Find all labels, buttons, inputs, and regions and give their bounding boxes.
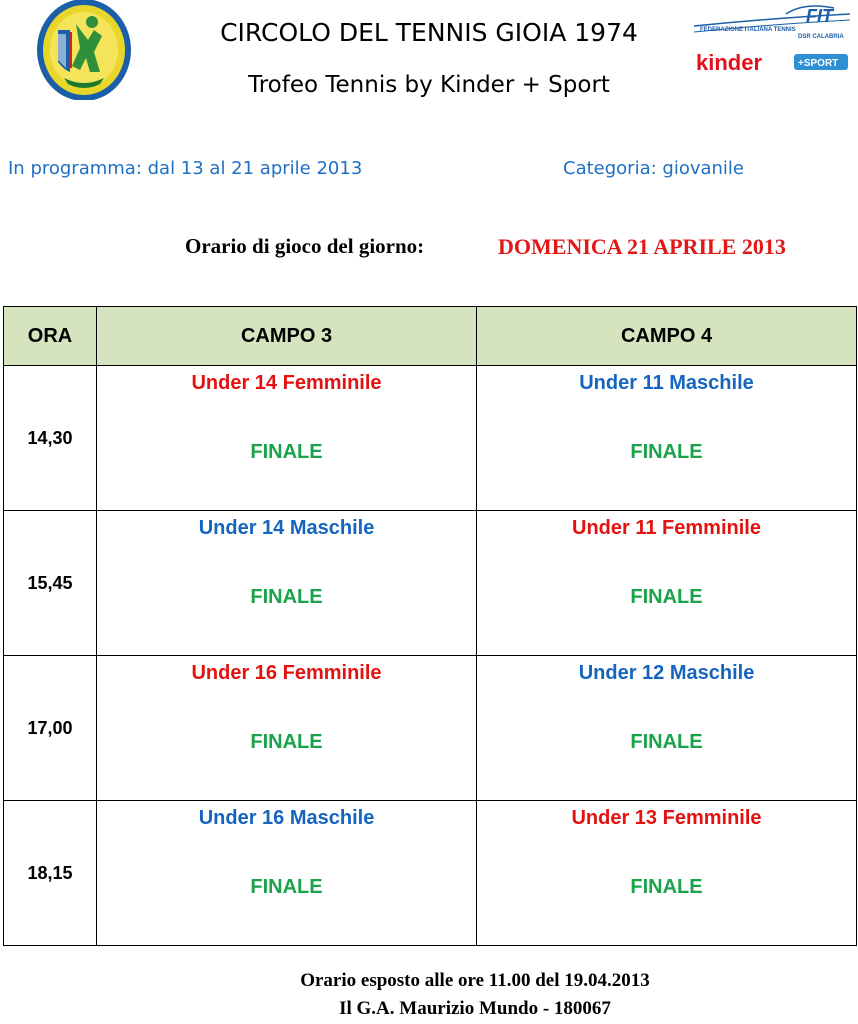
programma-text: In programma: dal 13 al 21 aprile 2013 <box>8 158 363 179</box>
match-cell <box>477 366 857 511</box>
page-title: CIRCOLO DEL TENNIS GIOIA 1974 <box>220 18 638 47</box>
time-cell: 17,00 <box>4 656 97 801</box>
table-row <box>4 366 857 511</box>
match-cell <box>97 511 477 656</box>
category-label: Under 11 Femminile <box>572 517 761 539</box>
orario-date: DOMENICA 21 APRILE 2013 <box>498 234 786 259</box>
phase-label: FINALE <box>630 731 703 753</box>
orario-label: Orario di gioco del giorno: <box>185 234 425 258</box>
club-logo-icon <box>36 0 132 100</box>
categoria-text: Categoria: giovanile <box>563 158 744 179</box>
category-label: Under 13 Femminile <box>571 807 762 829</box>
phase-label: FINALE <box>630 876 703 898</box>
time-cell: 14,30 <box>4 366 97 511</box>
phase-label: FINALE <box>630 441 703 463</box>
phase-label: FINALE <box>250 876 323 898</box>
match-cell <box>477 511 857 656</box>
match-cell <box>97 656 477 801</box>
match-cell <box>97 366 477 511</box>
time-cell: 18,15 <box>4 801 97 946</box>
header-ora: ORA <box>4 307 97 366</box>
match-cell <box>477 656 857 801</box>
phase-label: FINALE <box>630 586 703 608</box>
svg-text:DSR CALABRIA: DSR CALABRIA <box>798 34 844 40</box>
svg-text:FIT: FIT <box>806 6 833 26</box>
header-campo-4: CAMPO 4 <box>477 307 857 366</box>
table-row <box>4 511 857 656</box>
match-cell <box>97 801 477 946</box>
phase-label: FINALE <box>250 586 323 608</box>
footer-referee: Il G.A. Maurizio Mundo - 180067 <box>339 998 611 1019</box>
page-subtitle: Trofeo Tennis by Kinder + Sport <box>248 72 610 98</box>
table-row <box>4 656 857 801</box>
header-campo-3: CAMPO 3 <box>97 307 477 366</box>
table-row <box>4 801 857 946</box>
category-label: Under 14 Maschile <box>198 517 375 539</box>
svg-text:+SPORT: +SPORT <box>798 58 839 69</box>
category-label: Under 16 Maschile <box>198 807 375 829</box>
footer-posted-time: Orario esposto alle ore 11.00 del 19.04.2013 <box>300 970 650 991</box>
table-header-row <box>4 307 857 366</box>
phase-label: FINALE <box>250 731 323 753</box>
match-cell <box>477 801 857 946</box>
svg-text:kinder: kinder <box>696 50 763 75</box>
category-label: Under 14 Femminile <box>191 372 382 394</box>
phase-label: FINALE <box>250 441 323 463</box>
category-label: Under 11 Maschile <box>579 372 754 394</box>
category-label: Under 16 Femminile <box>191 662 382 684</box>
svg-text:FEDERAZIONE ITALIANA TENNIS: FEDERAZIONE ITALIANA TENNIS <box>700 27 796 33</box>
category-label: Under 12 Maschile <box>578 662 755 684</box>
schedule-table <box>3 306 857 946</box>
time-cell: 15,45 <box>4 511 97 656</box>
